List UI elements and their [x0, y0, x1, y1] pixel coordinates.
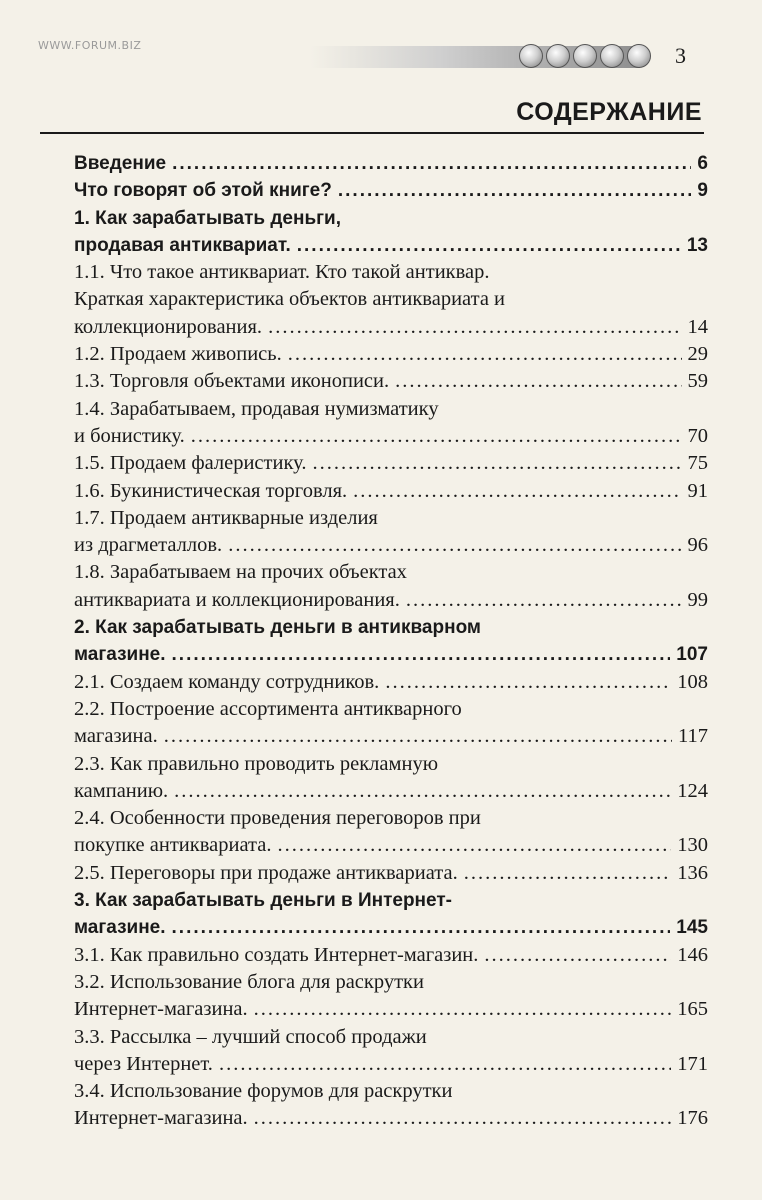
- dot-leader: [172, 914, 671, 941]
- toc-entry-text: Краткая характеристика объектов антиквариата и: [74, 288, 506, 311]
- coin-ornament: [519, 44, 651, 70]
- watermark: WWW.FORUM.BIZ: [38, 39, 142, 52]
- toc-page-number: 145: [676, 917, 708, 939]
- toc-entry[interactable]: [74, 969, 708, 1024]
- toc-entry-text: 1.7. Продаем антикварные изделия: [74, 506, 378, 529]
- toc-entry-text: 2. Как зарабатывать деньги в антикварном: [74, 617, 481, 639]
- toc-page-number: 9: [697, 180, 708, 202]
- toc-entry-text: кампанию.: [74, 779, 169, 802]
- dot-leader: [338, 177, 692, 204]
- coin-icon: [546, 44, 570, 68]
- toc-entry-text: 2.4. Особенности проведения переговоров при: [74, 807, 481, 830]
- toc-entry-text: Интернет-магазина.: [74, 998, 248, 1021]
- dot-leader: [353, 478, 681, 505]
- toc-page-number: 107: [676, 644, 708, 666]
- toc-entry-text: 3.1. Как правильно создать Интернет-магазин.: [74, 943, 479, 966]
- dot-leader: [254, 996, 672, 1023]
- toc-entry[interactable]: [74, 505, 708, 560]
- toc-entry[interactable]: [74, 177, 708, 204]
- toc-page-number: 75: [687, 452, 708, 475]
- toc-page-number: 6: [697, 153, 708, 174]
- toc-entry-text: 3.2. Использование блога для раскрутки: [74, 970, 424, 993]
- coin-icon: [627, 44, 651, 68]
- toc-entry[interactable]: [74, 150, 708, 177]
- toc-page-number: 13: [686, 234, 708, 256]
- toc-entry[interactable]: [74, 396, 708, 451]
- dot-leader: [312, 450, 681, 477]
- dot-leader: [254, 1105, 672, 1132]
- toc-entry-text: коллекционирования.: [74, 315, 263, 338]
- toc-page-number: 165: [677, 998, 708, 1021]
- page-number: 3: [675, 43, 686, 68]
- toc-entry[interactable]: [74, 696, 708, 751]
- toc-page-number: 108: [677, 670, 708, 693]
- toc-entry[interactable]: [74, 559, 708, 614]
- toc-entry-text: 1. Как зарабатывать деньги,: [74, 207, 341, 229]
- toc-entry[interactable]: [74, 669, 708, 696]
- toc-entry-text: 1.4. Зарабатываем, продавая нумизматику: [74, 397, 439, 420]
- dot-leader: [406, 587, 682, 614]
- toc-entry[interactable]: [74, 259, 708, 341]
- toc-entry-text: продавая антиквариат.: [74, 234, 291, 256]
- dot-leader: [385, 669, 671, 696]
- toc-page-number: 130: [677, 834, 708, 857]
- toc-entry-text: магазина.: [74, 725, 158, 748]
- toc-entry-text: из драгметаллов.: [74, 534, 223, 557]
- toc-entry-text: магазине.: [74, 917, 166, 939]
- dot-leader: [219, 1051, 671, 1078]
- toc-entry[interactable]: [74, 341, 708, 368]
- dot-leader: [191, 423, 682, 450]
- toc-page-number: 117: [678, 725, 708, 748]
- toc-entry-text: 1.6. Букинистическая торговля.: [74, 479, 348, 502]
- toc-entry-text: Что говорят об этой книге?: [74, 180, 332, 202]
- toc-entry-text: Интернет-магазина.: [74, 1107, 248, 1130]
- dot-leader: [174, 778, 671, 805]
- title-rule: [40, 132, 704, 134]
- toc-entry-text: 3.4. Использование форумов для раскрутки: [74, 1080, 453, 1103]
- toc-entry-text: 1.2. Продаем живопись.: [74, 343, 282, 366]
- toc-page-number: 99: [687, 588, 708, 611]
- dot-leader: [172, 150, 691, 177]
- dot-leader: [228, 532, 681, 559]
- toc-entry-text: 1.8. Зарабатываем на прочих объектах: [74, 561, 407, 584]
- toc-entry-text: через Интернет.: [74, 1052, 213, 1075]
- toc-entry[interactable]: [74, 805, 708, 860]
- toc-entry[interactable]: [74, 1078, 708, 1133]
- toc-entry[interactable]: [74, 887, 708, 942]
- toc-entry-text: Введение: [74, 153, 167, 174]
- toc-entry[interactable]: [74, 205, 708, 260]
- toc-entry-text: 1.1. Что такое антиквариат. Кто такой антиквар.: [74, 261, 490, 284]
- toc-entry[interactable]: [74, 450, 708, 477]
- coin-icon: [519, 44, 543, 68]
- toc-entry-text: 2.5. Переговоры при продаже антиквариата.: [74, 861, 458, 884]
- toc-entry-text: 2.3. Как правильно проводить рекламную: [74, 752, 439, 775]
- coin-icon: [573, 44, 597, 68]
- toc-page-number: 29: [687, 343, 708, 366]
- dot-leader: [484, 942, 671, 969]
- toc-entry[interactable]: [74, 860, 708, 887]
- dot-leader: [164, 723, 672, 750]
- toc-entry[interactable]: [74, 751, 708, 806]
- page-title: СОДЕРЖАНИЕ: [516, 98, 702, 126]
- dot-leader: [288, 341, 682, 368]
- toc-entry[interactable]: [74, 478, 708, 505]
- toc-page-number: 146: [677, 943, 708, 966]
- toc-entry-text: покупке антиквариата.: [74, 834, 272, 857]
- toc-page-number: 91: [687, 479, 708, 502]
- toc-entry-text: и бонистику.: [74, 424, 185, 447]
- toc-entry-text: 3. Как зарабатывать деньги в Интернет-: [74, 890, 452, 912]
- toc-page-number: 136: [677, 861, 708, 884]
- toc-entry-text: 2.2. Построение ассортимента антикварного: [74, 697, 462, 720]
- toc-entry-text: антиквариата и коллекционирования.: [74, 588, 400, 611]
- toc-entry[interactable]: [74, 942, 708, 969]
- toc-entry-text: 2.1. Создаем команду сотрудников.: [74, 670, 380, 693]
- toc-page-number: 70: [687, 424, 708, 447]
- table-of-contents: [74, 150, 708, 1133]
- dot-leader: [172, 641, 671, 668]
- coin-icon: [600, 44, 624, 68]
- toc-entry-text: 1.3. Торговля объектами иконописи.: [74, 370, 390, 393]
- dot-leader: [395, 368, 681, 395]
- toc-page-number: 171: [677, 1052, 708, 1075]
- dot-leader: [464, 860, 672, 887]
- toc-entry-text: 3.3. Рассылка – лучший способ продажи: [74, 1025, 427, 1048]
- toc-page-number: 14: [687, 315, 708, 338]
- toc-entry[interactable]: [74, 614, 708, 669]
- dot-leader: [297, 232, 681, 259]
- toc-page-number: 59: [687, 370, 708, 393]
- dot-leader: [277, 832, 671, 859]
- toc-entry-text: магазине.: [74, 644, 166, 666]
- toc-page-number: 176: [677, 1107, 708, 1130]
- toc-page-number: 96: [687, 534, 708, 557]
- toc-page-number: 124: [677, 779, 708, 802]
- toc-entry-text: 1.5. Продаем фалеристику.: [74, 452, 307, 475]
- toc-entry[interactable]: [74, 1024, 708, 1079]
- toc-entry[interactable]: [74, 368, 708, 395]
- dot-leader: [268, 314, 681, 341]
